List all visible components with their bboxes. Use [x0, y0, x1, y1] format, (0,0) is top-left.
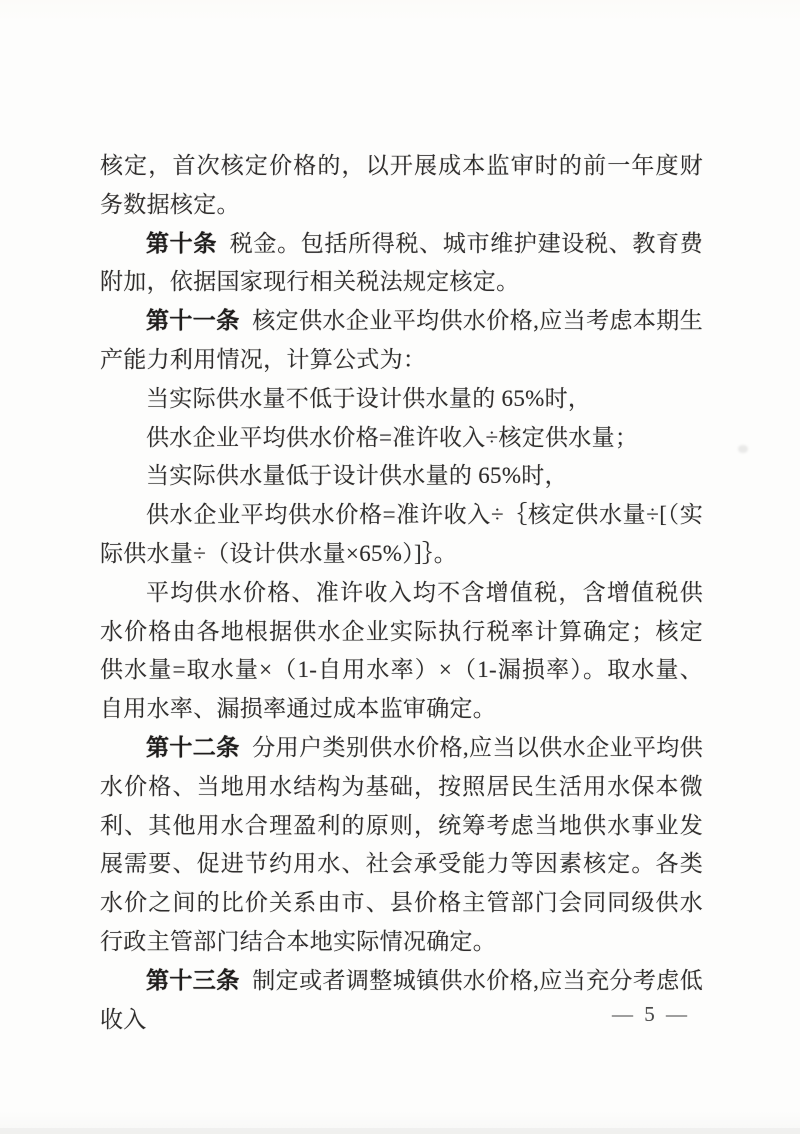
article-paragraph: [100, 225, 703, 303]
body-paragraph: [100, 419, 703, 458]
body-paragraph: [100, 147, 703, 225]
article-paragraph: [100, 962, 703, 1040]
paragraph-text: 核定供水企业平均供水价格,应当考虑本期生产能力利用情况，计算公式为：: [100, 308, 704, 372]
article-number-heading: 第十二条: [146, 734, 240, 760]
paragraph-text: 制定或者调整城镇供水价格,应当充分考虑低收入: [100, 967, 704, 1032]
paragraph-text: 分用户类别供水价格,应当以供水企业平均供水价格、当地用水结构为基础，按照居民生活用水保本微利、其他用水合理盈利的原则，统筹考虑当地供水事业发展需要、促进节约用水、社会承受能力等因素核定。各类水价之间的比价关系由市、县价格主管部门会同同级供水行政主管部门结合本地实际情况确定。: [100, 734, 704, 954]
page-number: — 5 —: [612, 1002, 690, 1026]
paragraph-text: 当实际供水量低于设计供水量的 65%时，: [146, 463, 568, 489]
paragraph-text: 供水企业平均供水价格=准许收入÷｛核定供水量÷[（实际供水量÷（设计供水量×65%）]｝。: [100, 502, 703, 566]
document-body: [100, 147, 703, 1039]
body-paragraph: [100, 496, 703, 574]
scan-edge-artifact: [0, 1128, 800, 1134]
article-number-heading: 第十一条: [146, 308, 240, 334]
article-paragraph: [100, 302, 703, 380]
paragraph-text: 当实际供水量不低于设计供水量的 65%时，: [146, 385, 592, 411]
article-paragraph: [100, 729, 703, 962]
body-paragraph: [100, 380, 703, 419]
body-paragraph: [100, 457, 703, 496]
article-number-heading: 第十三条: [146, 967, 240, 993]
paragraph-text: 核定，首次核定价格的，以开展成本监审时的前一年度财务数据核定。: [100, 153, 703, 217]
paragraph-text: 税金。包括所得税、城市维护建设税、教育费附加，依据国家现行相关税法规定核定。: [100, 230, 704, 295]
paragraph-text: 平均供水价格、准许收入均不含增值税，含增值税供水价格由各地根据供水企业实际执行税率计算确定；核定供水量=取水量×（1-自用水率）×（1-漏损率）。取水量、自用水率、漏损率通过成本监审确定。: [100, 579, 703, 722]
paragraph-text: 供水企业平均供水价格=准许收入÷核定供水量；: [146, 424, 639, 450]
article-number-heading: 第十条: [146, 230, 218, 256]
body-paragraph: [100, 574, 703, 729]
scan-smudge-artifact: [738, 445, 748, 453]
